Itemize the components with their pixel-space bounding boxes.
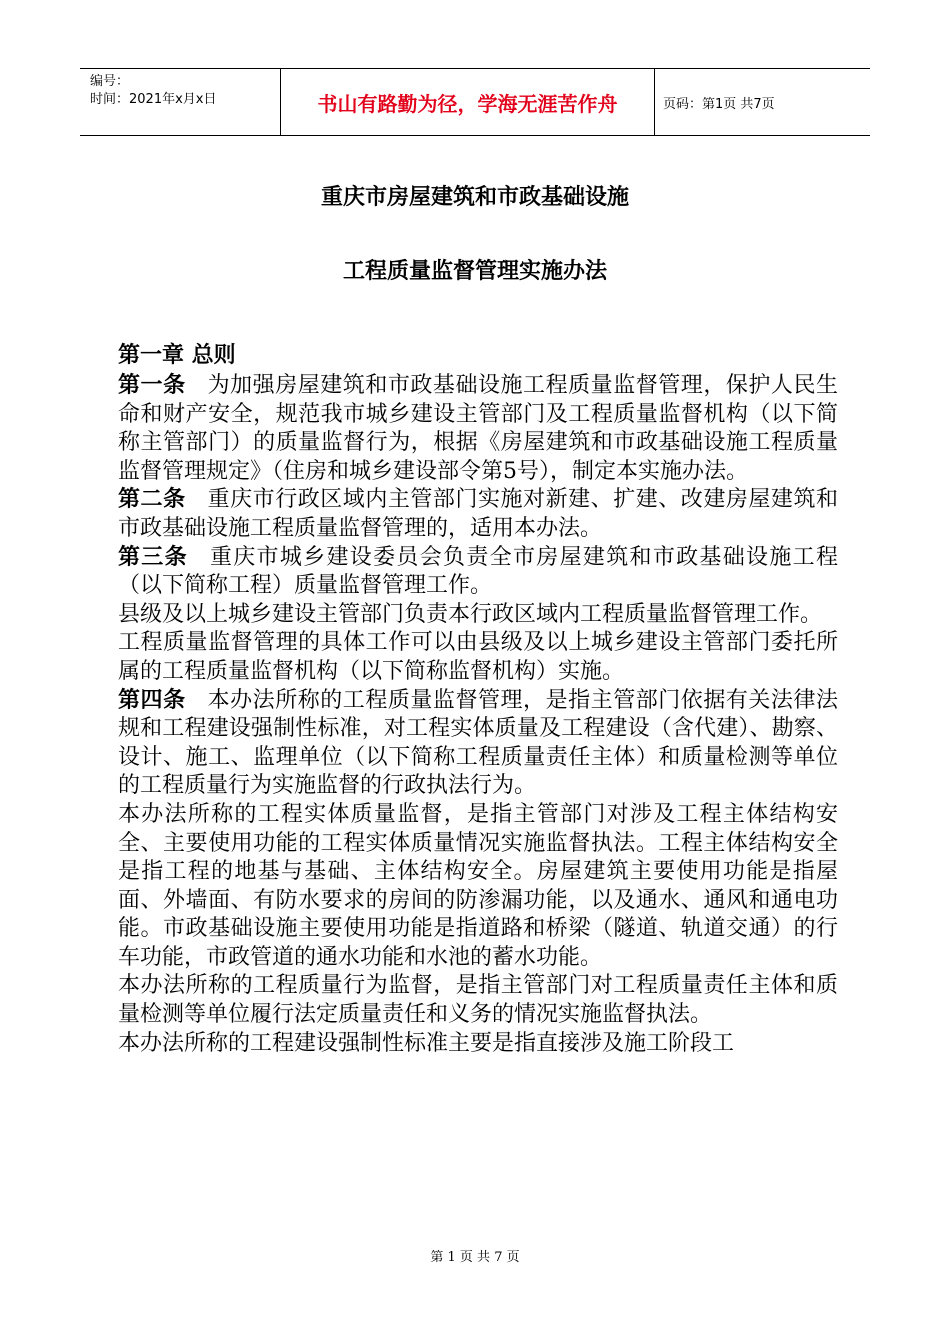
article-3-paragraph-3: 工程质量监督管理的具体工作可以由县级及以上城乡建设主管部门委托所属的工程质量监督机构（以下简称监督机构）实施。 — [118, 630, 838, 684]
article-1-text: 为加强房屋建筑和市政基础设施工程质量监督管理，保护人民生命和财产安全，规范我市城乡建设主管部门及工程质量监督机构（以下简称主管部门）的质量监督行为，根据《房屋建筑和市政基础设施工程质量监督管理规定》（住房和城乡建设部令第5号），制定本实施办法。 — [118, 373, 838, 484]
header-meta — [80, 69, 280, 135]
article-1-label: 第一条 — [118, 373, 186, 398]
page-footer: 第 1 页 共 7 页 — [430, 1250, 520, 1265]
document-date: 时间：2021年x月x日 — [90, 92, 217, 107]
document-title-line-1: 重庆市房屋建筑和市政基础设施 — [320, 185, 629, 210]
article-4-text: 本办法所称的工程质量监督管理，是指主管部门依据有关法律法规和工程建设强制性标准，对工程实体质量及工程建设（含代建）、勘察、设计、施工、监理单位（以下简称工程质量责任主体）和质量检测等单位的工程质量行为实施监督的行政执法行为。 — [118, 687, 838, 799]
article-4-label: 第四条 — [118, 687, 186, 713]
article-4-paragraph-2: 本办法所称的工程实体质量监督，是指主管部门对涉及工程主体结构安全、主要使用功能的工程实体质量情况实施监督执法。工程主体结构安全是指工程的地基与基础、主体结构安全。房屋建筑主要使用功能是指屋面、外墙面、有防水要求的房间的防渗漏功能，以及通水、通风和通电功能。市政基础设施主要使用功能是指道路和桥梁（隧道、轨道交通）的行车功能，市政管道的通水功能和水池的蓄水功能。 — [118, 801, 838, 970]
article-2 — [118, 486, 838, 543]
article-3-paragraph-2: 县级及以上城乡建设主管部门负责本行政区域内工程质量监督管理工作。 — [118, 601, 823, 627]
document-number-label: 编号： — [90, 74, 130, 89]
chapter-heading: 第一章 总则 — [118, 343, 236, 368]
article-1 — [118, 372, 838, 486]
article-4 — [118, 687, 838, 801]
document-title-line-2: 工程质量监督管理实施办法 — [342, 259, 607, 284]
document-body — [118, 340, 838, 1058]
article-2-text: 重庆市行政区域内主管部门实施对新建、扩建、改建房屋建筑和市政基础设施工程质量监督管理的，适用本办法。 — [118, 487, 838, 541]
article-2-label: 第二条 — [118, 487, 186, 513]
article-3 — [118, 544, 838, 601]
article-3-text: 重庆市城乡建设委员会负责全市房屋建筑和市政基础设施工程（以下简称工程）质量监督管理工作。 — [118, 544, 838, 599]
article-3-label: 第三条 — [118, 544, 188, 570]
header-page-number: 页码：第1页 共7页 — [663, 96, 775, 112]
page-header — [80, 68, 870, 136]
header-motto: 书山有路勤为径，学海无涯苦作舟 — [280, 69, 655, 135]
article-4-paragraph-3: 本办法所称的工程质量行为监督，是指主管部门对工程质量责任主体和质量检测等单位履行法定质量责任和义务的情况实施监督执法。 — [118, 973, 838, 1028]
article-4-paragraph-4: 本办法所称的工程建设强制性标准主要是指直接涉及施工阶段工 — [118, 1030, 735, 1056]
